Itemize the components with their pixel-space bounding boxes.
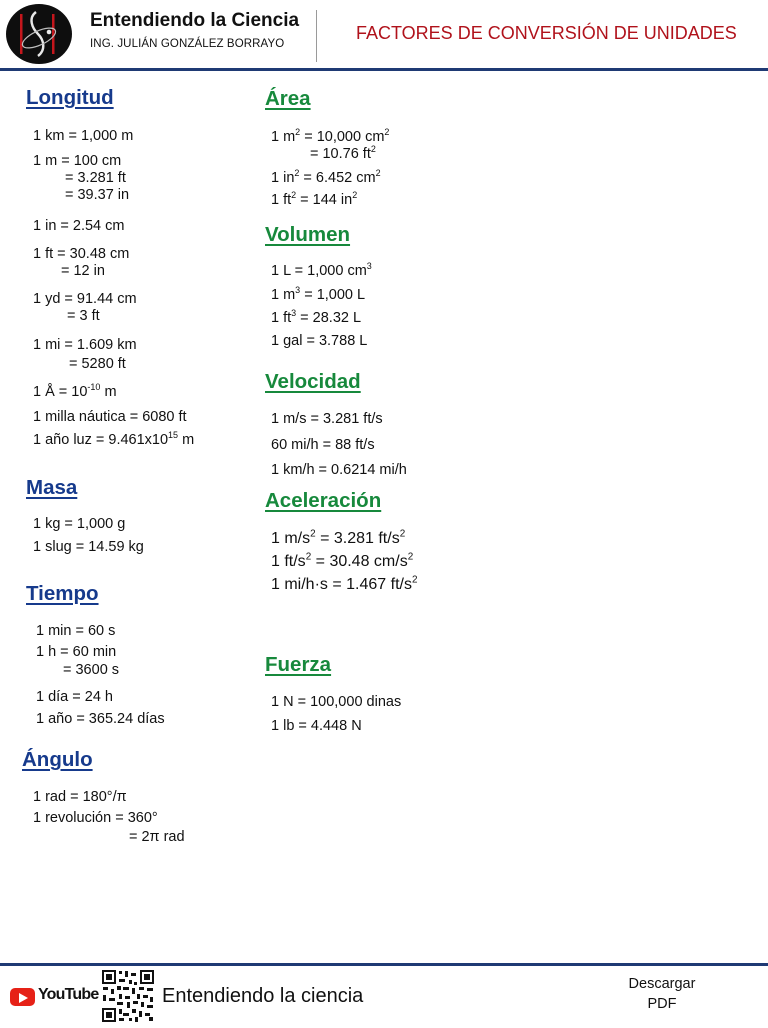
youtube-link[interactable]	[10, 986, 99, 1007]
heading-aceleracion: Aceleración	[265, 489, 382, 512]
youtube-logo-icon	[10, 988, 35, 1006]
superscript: 2	[294, 168, 300, 179]
document-title: FACTORES DE CONVERSIÓN DE UNIDADES	[356, 23, 737, 43]
line-longitud-13: 1 año luz = $9.461x10^{15}$ m	[33, 430, 195, 448]
superscript: 3	[291, 308, 297, 319]
line-volumen-2: 1 $ft^3 = 28.32$ L	[271, 308, 362, 326]
top-rule	[0, 68, 768, 71]
superscript: 2	[352, 190, 358, 201]
heading-angulo: Ángulo	[22, 748, 93, 771]
superscript: 2	[295, 127, 301, 138]
heading-tiempo: Tiempo	[26, 582, 99, 605]
line-longitud-2: = 3.281 ft	[65, 170, 126, 186]
channel-logo-icon	[6, 4, 72, 64]
youtube-wordmark: YouTube	[38, 986, 99, 1003]
line-masa-1: 1 slug = 14.59 kg	[33, 539, 144, 555]
line-longitud-11: 1 Å = $10^{-10}$ m	[33, 382, 117, 400]
line-longitud-7: 1 yd = 91.44 cm	[33, 291, 137, 307]
line-longitud-6: = 12 in	[61, 263, 105, 279]
line-angulo-1: 1 revolución = 360°	[33, 810, 158, 826]
line-longitud-5: 1 ft = 30.48 cm	[33, 246, 130, 262]
line-aceleracion-2: 1 mi/h·s = 1.467 $ft/s^2$	[271, 574, 418, 593]
heading-velocidad: Velocidad	[265, 370, 361, 393]
footer-channel-name: Entendiendo la ciencia	[162, 985, 364, 1007]
line-area-3: 1 $ft^2 = 144$ $in^2$	[271, 190, 358, 208]
line-angulo-2: = 2π rad	[129, 829, 185, 845]
superscript: 3	[366, 261, 372, 272]
line-tiempo-1: 1 h = 60 min	[36, 644, 117, 660]
line-velocidad-0: 1 m/s = 3.281 ft/s	[271, 411, 383, 427]
line-tiempo-3: 1 día = 24 h	[36, 689, 113, 705]
line-longitud-8: = 3 ft	[67, 308, 100, 324]
line-area-0: 1 $m^2 = 10,000$ $cm^2$	[271, 127, 390, 145]
line-longitud-10: = 5280 ft	[69, 356, 126, 372]
line-longitud-4: 1 in = 2.54 cm	[33, 218, 125, 234]
line-area-2: 1 $in^2 = 6.452$ $cm^2$	[271, 168, 381, 186]
brand-subtitle: ING. JULIÁN GONZÁLEZ BORRAYO	[90, 38, 285, 50]
superscript: 2	[310, 528, 316, 540]
heading-masa: Masa	[26, 476, 78, 499]
line-tiempo-4: 1 año = 365.24 días	[36, 711, 165, 727]
heading-longitud: Longitud	[26, 86, 114, 109]
line-aceleracion-0: 1 $m/s^2 = 3.281$ $ft/s^2$	[271, 528, 406, 547]
line-longitud-3: = 39.37 in	[65, 187, 130, 203]
bottom-rule	[0, 963, 768, 966]
superscript: 2	[305, 551, 312, 563]
line-fuerza-0: 1 N = 100,000 dinas	[271, 694, 402, 710]
line-tiempo-2: = 3600 s	[63, 662, 120, 678]
header	[0, 0, 768, 68]
qr-code-icon[interactable]	[101, 969, 155, 1023]
line-volumen-0: 1 L = 1,000 $cm^3$	[271, 261, 372, 279]
superscript: 15	[168, 430, 179, 441]
line-volumen-1: 1 $m^3 = 1,000$ L	[271, 285, 366, 303]
superscript: -10	[87, 382, 101, 393]
line-volumen-3: 1 gal = 3.788 L	[271, 333, 368, 349]
download-pdf-button[interactable]	[600, 974, 724, 1014]
line-aceleracion-1: 1 $ft/s^2 = 30.48$ $cm/s^2$	[271, 551, 414, 570]
line-angulo-0: 1 rad = 180°/π	[33, 789, 127, 805]
line-masa-0: 1 kg = 1,000 g	[33, 516, 126, 532]
line-area-1: = 10.76 $ft^2$	[310, 144, 376, 162]
superscript: 2	[407, 551, 414, 563]
line-longitud-9: 1 mi = 1.609 km	[33, 337, 137, 353]
superscript: 2	[384, 127, 390, 138]
brand-title: Entendiendo la Ciencia	[90, 10, 300, 31]
heading-area: Área	[265, 87, 311, 110]
download-label-line2: PDF	[647, 996, 677, 1012]
line-tiempo-0: 1 min = 60 s	[36, 623, 116, 639]
heading-fuerza: Fuerza	[265, 653, 332, 676]
superscript: 2	[291, 190, 297, 201]
line-longitud-12: 1 milla náutica = 6080 ft	[33, 409, 187, 425]
superscript: 2	[399, 528, 406, 540]
superscript: 2	[375, 168, 381, 179]
line-longitud-0: 1 km = 1,000 m	[33, 128, 134, 144]
superscript: 2	[370, 144, 376, 155]
header-divider	[316, 10, 317, 62]
line-fuerza-1: 1 lb = 4.448 N	[271, 718, 362, 734]
superscript: 3	[295, 285, 301, 296]
download-label-line1: Descargar	[628, 976, 696, 992]
line-velocidad-2: 1 km/h = 0.6214 mi/h	[271, 462, 407, 478]
line-velocidad-1: 60 mi/h = 88 ft/s	[271, 437, 375, 453]
line-longitud-1: 1 m = 100 cm	[33, 153, 122, 169]
heading-volumen: Volumen	[265, 223, 351, 246]
superscript: 2	[411, 574, 418, 586]
